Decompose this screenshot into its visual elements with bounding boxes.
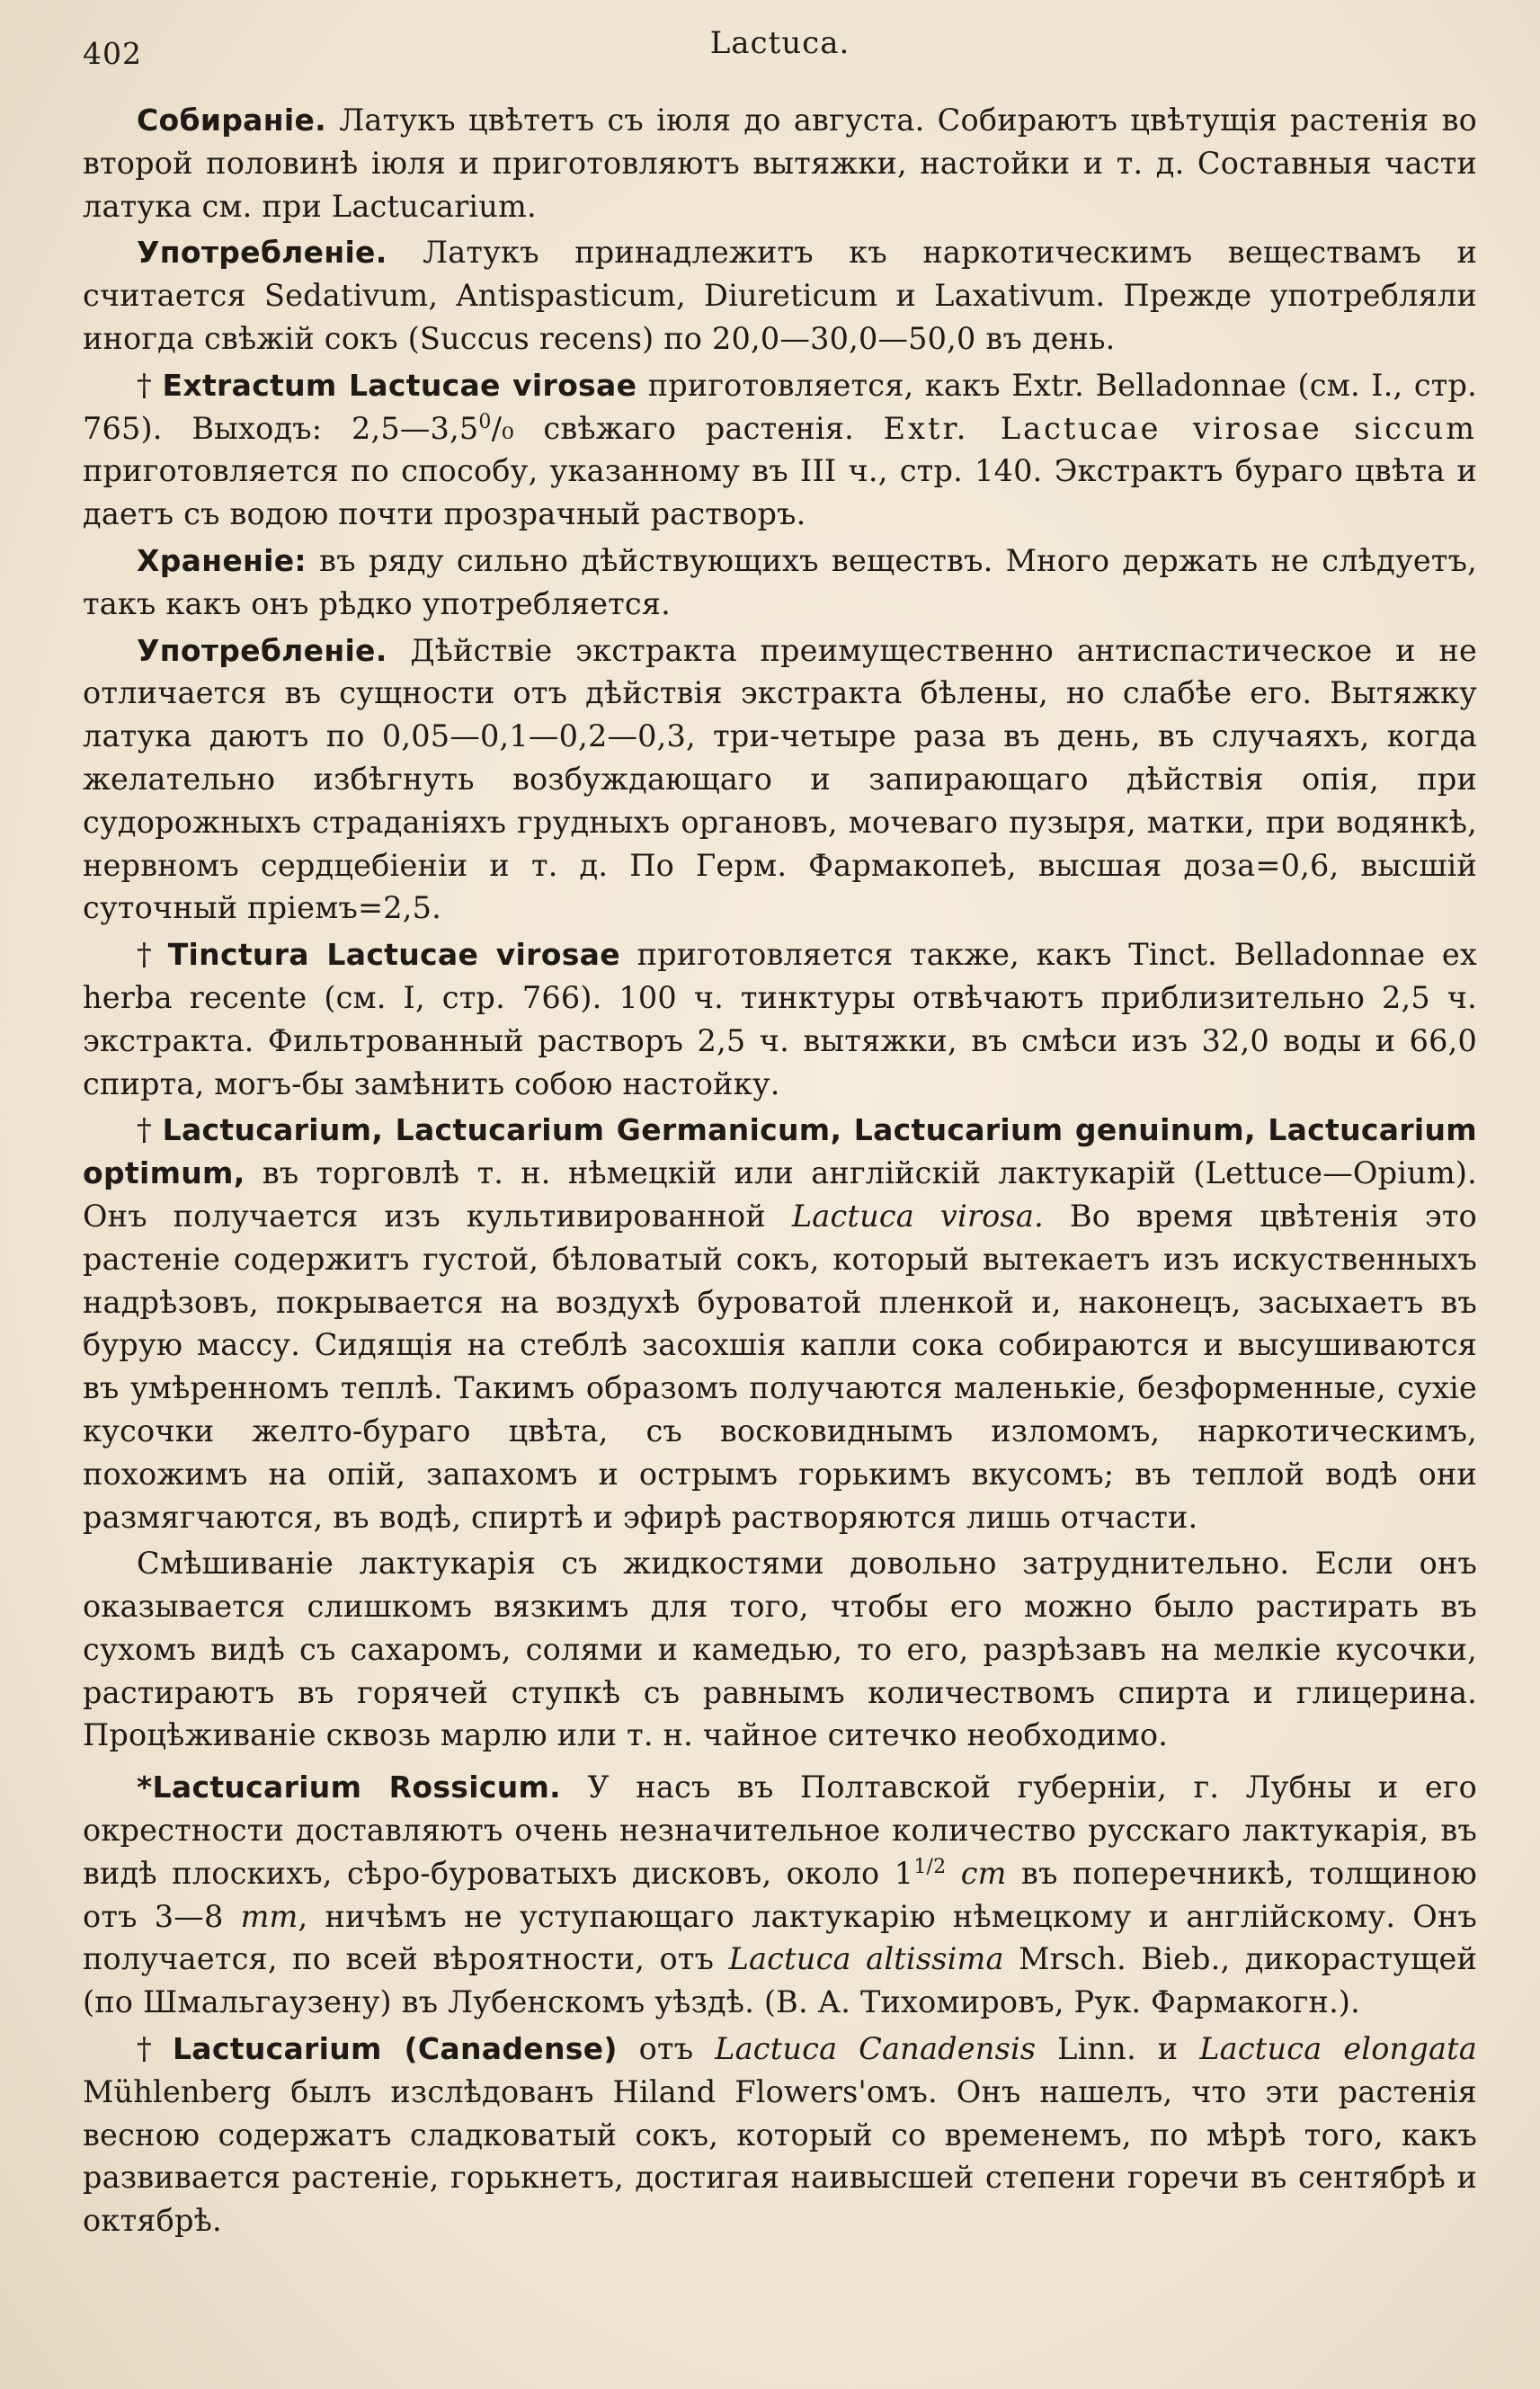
section-heading: Собираніе. [137,103,326,138]
paragraph-text: въ торговлѣ т. н. нѣмецкій или англійскій лактукарій (Lettuce—Opium). Онъ получается изъ культивированной [83,1155,1477,1234]
paragraph-text: Linn. и [1036,2031,1200,2067]
paragraph-usage [83,231,1477,360]
paragraph-storage [83,539,1477,626]
page-number: 402 [83,36,142,71]
section-heading: Lactucarium (Canadense) [172,2031,618,2067]
paragraph-text: Дѣйствіе экстракта преимущественно антиспастическое и не отличается въ сущности отъ дѣйствія экстракта бѣлены, но слабѣе его. Вытяжку латука даютъ по 0,05—0,1—0,2—0,3, три-четыре раза въ день, въ случаяхъ, когда желательно избѣгнуть возбуждающаго и запирающаго дѣйствія опія, при судорожныхъ страданіяхъ грудныхъ органовъ, мочеваго пузыря, матки, при водянкѣ, нервномъ сердцебіеніи и т. д. По Герм. Фармакопеѣ, высшая доза=0,6, высшій суточный пріемъ=2,5. [83,632,1477,926]
section-heading: Extractum Lactucae virosae [162,367,637,403]
paragraph-text: приготовляется, какъ Extr. Belladonnae (см. I., стр. 765). Выходъ: 2,5—3,5 [83,367,1478,446]
section-heading: *Lactucarium Rossicum. [137,1769,562,1805]
paragraph-usage-extract [83,629,1477,931]
paragraph-text: У насъ въ Полтавской губерніи, г. Лубны и его окрестности доставляютъ очень незначительное количество русскаго лактукарія, въ видѣ плоскихъ, сѣро-буроватыхъ дисковъ, около 1 [83,1769,1477,1891]
paragraph-rossicum [83,1766,1477,2024]
dagger-mark: † [137,367,154,403]
running-head [83,25,1477,70]
paragraph-text: Латукъ принадлежитъ къ наркотическимъ веществамъ и считается Sedativum, Antispasticum, Diureticum и Laxativum. Прежде употребляли иногда свѣжій сокъ (Succus recens) по 20,0—30,0—50,0 въ день. [83,235,1477,356]
header-title: Lactuca. [709,25,850,61]
paragraph-text: /₀ свѣжаго растенія. [491,410,884,446]
section-heading: Употребленіе. [137,235,387,271]
section-heading: Употребленіе. [137,632,387,668]
italic-unit: cm [946,1855,1007,1891]
section-heading: Lactucarium, Lactucarium Germanicum, Lactucarium genuinum, Lactucarium optimum, [83,1112,1477,1191]
fraction: 1/2 [913,1855,947,1878]
italic-term: Lactuca virosa. [791,1198,1044,1234]
paragraph-text: Смѣшиваніе лактукарія съ жидкостями довольно затруднительно. Если онъ оказывается слишкомъ вязкимъ для того, чтобы его можно было растирать въ сухомъ видѣ съ сахаромъ, солями и камедью, то его, разрѣзавъ на мелкіе кусочки, растираютъ въ горячей ступкѣ съ равнымъ количествомъ спирта и глицерина. Процѣживаніе сквозь марлю или т. н. чайное ситечко необходимо. [83,1546,1477,1753]
paragraph-text: Mühlenberg былъ изслѣдованъ Hiland Flowers'омъ. Онъ нашелъ, что эти растенія весною содержатъ сладковатый сокъ, который со временемъ, по мѣрѣ того, какъ развивается растеніе, горькнетъ, достигая наивысшей степени горечи въ сентябрѣ и октябрѣ. [83,2073,1477,2239]
dagger-mark: † [137,1112,154,1148]
dagger-mark: † [137,937,159,973]
section-heading: Tinctura Lactucae virosae [167,937,620,973]
paragraph-text: приготовляется по способу, указанному въ III ч., стр. 140. Экстрактъ бураго цвѣта и даетъ съ водою почти прозрачный растворъ. [83,453,1477,532]
paragraph-tinctura [83,933,1477,1105]
paragraph-text: , ничѣмъ не уступающаго лактукарію нѣмецкому и англійскому. Онъ получается, по всей вѣроятности, отъ [83,1898,1477,1977]
paragraph-collection [83,99,1477,227]
italic-term: Lactuca elongata [1199,2031,1477,2067]
paragraph-text: Латукъ цвѣтетъ съ іюля до августа. Собираютъ цвѣтущія растенія во второй половинѣ іюля и приготовляютъ вытяжки, настойки и т. д. Составныя части латука см. при Lactucarium. [83,103,1477,224]
italic-unit: mm [240,1898,298,1934]
paragraph-canadense [83,2028,1477,2242]
dagger-mark: † [137,2031,164,2067]
superscript: 0 [478,410,492,433]
italic-term: Lactuca altissima [728,1941,1004,1977]
paragraph-text: Во время цвѣтенія это растеніе содержитъ густой, бѣловатый сокъ, который вытекаетъ изъ искуственныхъ надрѣзовъ, покрывается на воздухѣ буроватой пленкой и, наконецъ, засыхаетъ въ бурую массу. Сидящія на стеблѣ засохшія капли сока собираются и высушиваются въ умѣренномъ теплѣ. Такимъ образомъ получаются маленькіе, безформенные, сухіе кусочки желто-бураго цвѣта, съ восковиднымъ изломомъ, наркотическимъ, похожимъ на опій, запахомъ и острымъ горькимъ вкусомъ; въ теплой водѣ они размягчаются, въ водѣ, спиртѣ и эфирѣ растворяются лишь отчасти. [83,1198,1477,1535]
paragraph-text: въ ряду сильно дѣйствующихъ веществъ. Много держать не слѣдуетъ, такъ какъ онъ рѣдко употребляется. [83,542,1477,621]
paragraph-extractum [83,364,1477,536]
paragraph-text: отъ [617,2031,716,2067]
paragraph-mixing [83,1542,1477,1757]
section-heading: Храненіе: [137,542,307,578]
spaced-term: Extr. Lactucae virosae siccum [883,410,1477,446]
paragraph-text: въ поперечникѣ, толщиною отъ 3—8 [83,1855,1477,1934]
paragraph-text: приготовляется также, какъ Tinct. Belladonnae ex herba recente (см. I, стр. 766). 100 ч. тинктуры отвѣчаютъ приблизительно 2,5 ч. экстракта. Фильтрованный растворъ 2,5 ч. вытяжки, въ смѣси изъ 32,0 воды и 66,0 спирта, могъ-бы замѣнить собою настойку. [83,937,1477,1101]
paragraph-text: Mrsch. Bieb., дикорастущей (по Шмальгаузену) въ Лубенскомъ уѣздѣ. (В. А. Тихомировъ, Рук. Фармакогн.). [83,1941,1477,2020]
italic-term: Lactuca Canadensis [715,2031,1037,2067]
paragraph-lactucarium [83,1109,1477,1538]
